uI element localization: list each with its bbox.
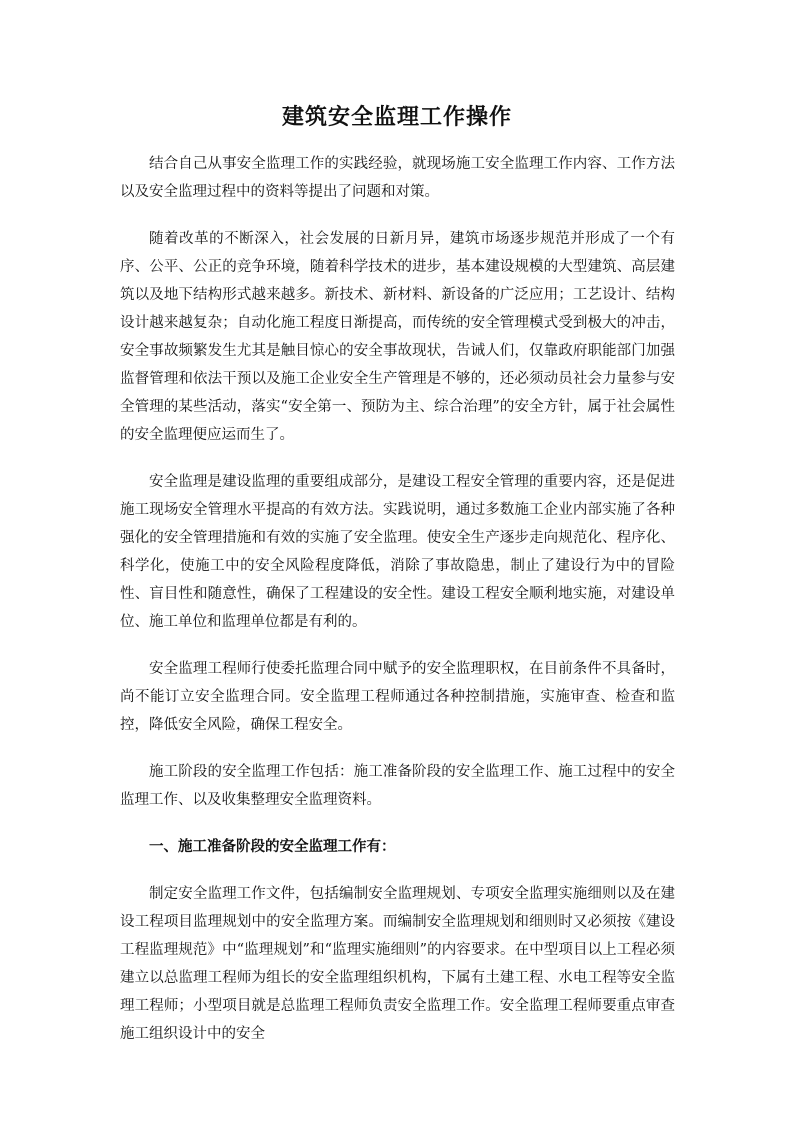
section-heading: 一、施工准备阶段的安全监理工作有： [149, 838, 396, 855]
paragraph-background: 随着改革的不断深入，社会发展的日新月异，建筑市场逐步规范并形成了一个有序、公平、公正的竞争环境，随着科学技术的进步，基本建设规模的大型建筑、高层建筑以及地下结构形式越来越多。新技术、新材料、新设备的广泛应用；工艺设计、结构设计越来越复杂；自动化施工程度日渐提高，而传统的安全管理模式受到极大的冲击，安全事故频繁发生尤其是触目惊心的安全事故现状，告诫人们，仅靠政府职能部门加强监督管理和依法干预以及施工企业安全生产管理是不够的，还必须动员社会力量参与安全管理的某些活动，落实“安全第一、预防为主、综合治理”的安全方针，属于社会属性的安全监理便应运而生了。 [120, 231, 675, 443]
paragraph-work-scope: 施工阶段的安全监理工作包括：施工准备阶段的安全监理工作、施工过程中的安全监理工作、以及收集整理安全监理资料。 [120, 764, 675, 808]
document-body [120, 150, 675, 1067]
document-title: 建筑安全监理工作操作 [281, 104, 512, 130]
paragraph-engineer-role: 安全监理工程师行使委托监理合同中赋予的安全监理职权，在目前条件不具备时，尚不能订立安全监理合同。安全监理工程师通过各种控制措施，实施审查、检查和监控，降低安全风险，确保工程安全。 [120, 661, 675, 733]
paragraph-importance: 安全监理是建设监理的重要组成部分，是建设工程安全管理的重要内容，还是促进施工现场安全管理水平提高的有效方法。实践说明，通过多数施工企业内部实施了各种强化的安全管理措施和有效的实施了安全监理。使安全生产逐步走向规范化、程序化、科学化，使施工中的安全风险程度降低，消除了事故隐患，制止了建设行为中的冒险性、盲目性和随意性，确保了工程建设的安全性。建设工程安全顺利地实施，对建设单位、施工单位和监理单位都是有利的。 [120, 474, 675, 630]
paragraph-preparation: 制定安全监理工作文件，包括编制安全监理规划、专项安全监理实施细则以及在建设工程项目监理规划中的安全监理方案。而编制安全监理规划和细则时又必须按《建设工程监理规范》中“监理规划”和“监理实施细则”的内容要求。在中型项目以上工程必须建立以总监理工程师为组长的安全监理组织机构，下属有土建工程、水电工程等安全监理工程师；小型项目就是总监理工程师负责安全监理工作。安全监理工程师要重点审查施工组织设计中的安全 [120, 886, 675, 1042]
paragraph-intro: 结合自己从事安全监理工作的实践经验，就现场施工安全监理工作内容、工作方法以及安全监理过程中的资料等提出了问题和对策。 [120, 156, 675, 200]
